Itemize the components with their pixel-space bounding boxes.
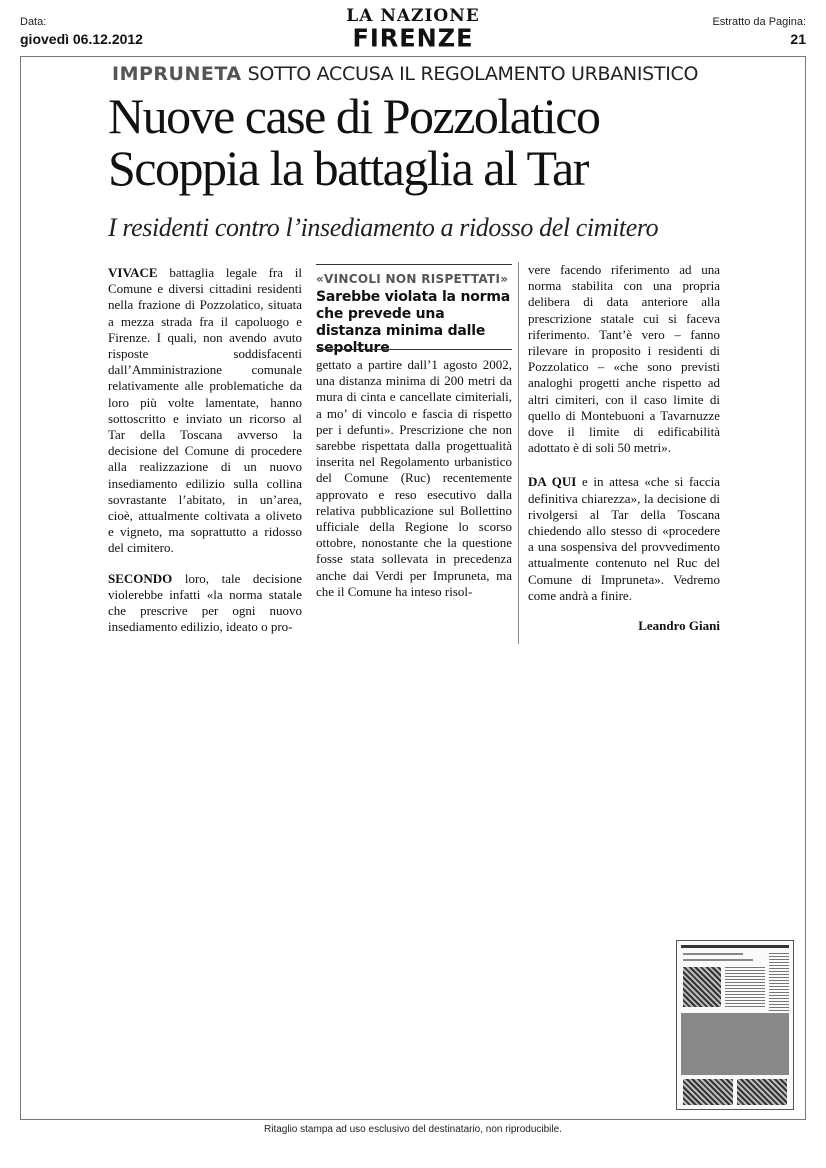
page-label: Estratto da Pagina: xyxy=(712,16,806,28)
article-column-3 xyxy=(528,262,720,634)
article-subtitle: I residenti contro l’insediamento a ridosso del cimitero xyxy=(108,213,659,242)
box-text: Sarebbe violata la norma che prevede una distanza minima dalle sepolture xyxy=(316,289,510,356)
thumbnail-line xyxy=(683,959,753,961)
paragraph-text: vere facendo riferimento ad una norma stabilita con una propria delibera di data anteriore alla prescrizione statale cui si faceva riferimento. Tant’è vero – fanno rilevare in proposito i residenti di Pozzolatico – «che sono previsti analoghi progetti anche rispetto ad altri cimiteri, con il caso limite di quello di Montebuoni a Tavarnuzze dove il limite di edificabilità adottato è di soli 50 metri». xyxy=(528,262,720,456)
article-column-1 xyxy=(108,265,302,649)
page-thumbnail xyxy=(676,940,794,1110)
paragraph-text: battaglia legale fra il Comune e diversi cittadini residenti nella frazione di Pozzolatico, situata a mezza strada fra il capoluogo e Firenze. I quali, non avendo avuto risposte soddisfacenti dall’Amministrazione comunale relativamente alle problematiche da loro più volte lamentate, hanno sottoscritto e inviato un ricorso al Tar della Toscana avverso la decisione del Comune di procedere alla realizzazione di un nuovo insediamento edilizio sulla collina sovrastante l’abitato, in un’area, cioè, attualmente coltivata a oliveto e vigneto, ma soprattutto a ridosso del cimitero. xyxy=(108,265,302,556)
thumbnail-photo xyxy=(683,967,721,1007)
article-title xyxy=(108,90,599,194)
paragraph xyxy=(108,265,302,557)
copyright-notice: Ritaglio stampa ad uso esclusivo del destinatario, non riproducibile. xyxy=(264,1124,562,1135)
article-column-2 xyxy=(316,357,512,614)
masthead xyxy=(0,6,826,53)
title-line-1: Nuove case di Pozzolatico xyxy=(108,88,600,144)
paragraph-text: gettato a partire dall’1 agosto 2002, una distanza minima di 200 metri da mura di cinta e cancellate cimiteriali, a mo’ di vincolo e fascia di rispetto per i defunti». Prescrizione che non sarebbe rispettata dalla progettualità inserita nel Regolamento urbanistico del Comune (Ruc) recentemente approvato e reso esecutivo dalla relativa pubblicazione sul Bollettino ufficiale della Regione lo scorso ottobre, nonostante che la questione fosse stata sollevata in precedenza anche dai Verdi per Impruneta, ma che il Comune ha inteso risol- xyxy=(316,357,512,599)
edition-name: FIRENZE xyxy=(352,23,474,53)
highlight-box xyxy=(316,272,512,357)
thumbnail-photo xyxy=(683,1079,733,1105)
thumbnail-text xyxy=(725,967,765,1007)
thumbnail-article-highlight xyxy=(681,1013,789,1075)
paragraph-text: e in attesa «che si faccia definitiva chiarezza», la decisione di rivolgersi al Tar della Toscana chiedendo allo stesso di «procedere a una sospensiva del provvedimento attualmente contenuto nel Ruc del Comune di Impruneta». Vedremo come andrà a finire. xyxy=(528,474,720,603)
thumbnail-photo xyxy=(737,1079,787,1105)
occhiello-text: SOTTO ACCUSA IL REGOLAMENTO URBANISTICO xyxy=(247,63,699,85)
title-line-2: Scoppia la battaglia al Tar xyxy=(108,140,588,196)
lead-word: SECONDO xyxy=(108,570,173,586)
occhiello-kicker: IMPRUNETA xyxy=(112,63,242,85)
newspaper-name: LA NAZIONE xyxy=(346,6,480,26)
paragraph-text: loro, tale decisione violerebbe infatti «la norma statale che prescrive per ogni nuovo insediamento edilizio, ideato o pro- xyxy=(108,570,302,635)
lead-word: DA QUI xyxy=(528,474,577,490)
column-divider xyxy=(518,262,519,644)
date-value: giovedì 06.12.2012 xyxy=(20,31,143,47)
paragraph xyxy=(528,474,720,604)
thumbnail-line xyxy=(683,953,743,955)
box-bottom-rule xyxy=(316,349,512,350)
paragraph xyxy=(108,571,302,636)
box-top-rule xyxy=(316,264,512,265)
lead-word: VIVACE xyxy=(108,265,158,280)
date-label: Data: xyxy=(20,16,47,28)
page-block xyxy=(712,16,806,47)
article-author: Leandro Giani xyxy=(638,618,720,634)
article-occhiello xyxy=(112,63,698,85)
box-kicker: «VINCOLI NON RISPETTATI» xyxy=(316,272,509,286)
thumbnail-masthead xyxy=(681,945,789,948)
page-number: 21 xyxy=(790,31,806,47)
